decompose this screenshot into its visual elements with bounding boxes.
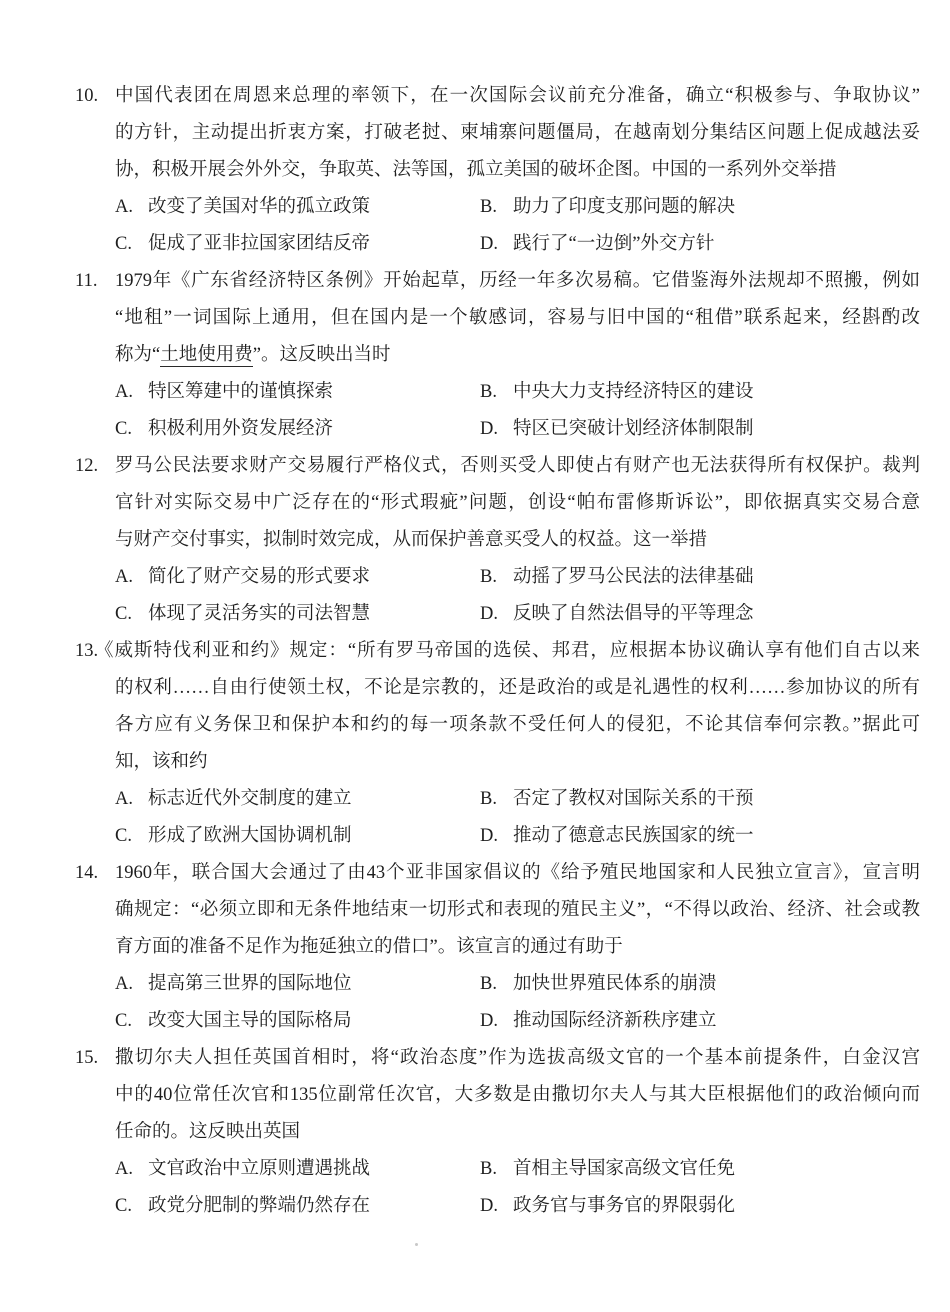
- options-row: [115, 1003, 920, 1040]
- question-block: [75, 263, 920, 448]
- option-label: C.: [115, 604, 132, 624]
- option: [115, 559, 480, 596]
- option: [115, 781, 480, 818]
- stem-line: 育方面的准备不足作为拖延独立的借口”。该宣言的通过有助于: [115, 937, 623, 957]
- option-label: A.: [115, 197, 133, 217]
- option-label: C.: [115, 1011, 132, 1031]
- option: [480, 1003, 920, 1040]
- scan-artifact-dot: [415, 1243, 418, 1246]
- option-text: 体现了灵活务实的司法智慧: [148, 604, 371, 624]
- option-label: C.: [115, 1196, 132, 1216]
- option-text: 首相主导国家高级文官任免: [513, 1159, 736, 1179]
- option-text: 形成了欧洲大国协调机制: [148, 826, 352, 846]
- option-text: 中央大力支持经济特区的建设: [513, 382, 754, 402]
- option: [480, 1188, 920, 1225]
- option: [115, 596, 480, 633]
- option: [115, 189, 480, 226]
- question-block: [75, 855, 920, 1040]
- options-row: [115, 374, 920, 411]
- stem-line: 知，该和约: [115, 752, 208, 772]
- stem-line: 各方应有义务保卫和保护本和约的每一项条款不受任何人的侵犯，不论其信奉何宗教。”据此可: [115, 715, 920, 735]
- stem-line: [115, 337, 920, 374]
- option-label: D.: [480, 419, 498, 439]
- stem-line: 《威斯特伐利亚和约》规定：“所有罗马帝国的选侯、邦君，应根据本协议确认享有他们自古以来: [95, 641, 920, 661]
- option: [115, 374, 480, 411]
- option-label: B.: [480, 197, 497, 217]
- options-row: [115, 596, 920, 633]
- option-text: 文官政治中立原则遭遇挑战: [148, 1159, 371, 1179]
- options-row: [115, 189, 920, 226]
- options-row: [115, 1151, 920, 1188]
- option-label: A.: [115, 567, 133, 587]
- option: [115, 1188, 480, 1225]
- options-row: [115, 559, 920, 596]
- stem-line: 1979年《广东省经济特区条例》开始起草，历经一年多次易稿。它借鉴海外法规却不照搬，例如: [115, 271, 920, 291]
- stem-line: 任命的。这反映出英国: [115, 1122, 301, 1142]
- option-label: D.: [480, 234, 498, 254]
- question-number: 15.: [75, 1048, 99, 1068]
- question-number: 14.: [75, 863, 99, 883]
- option: [480, 596, 920, 633]
- stem-line: 的方针，主动提出折衷方案，打破老挝、柬埔寨问题僵局，在越南划分集结区问题上促成越法妥: [115, 123, 920, 143]
- option-label: C.: [115, 234, 132, 254]
- option-text: 动摇了罗马公民法的法律基础: [513, 567, 754, 587]
- underlined-term: 土地使用费: [160, 345, 253, 365]
- option-text: 否定了教权对国际关系的干预: [513, 789, 754, 809]
- question-number: 13.: [75, 641, 99, 661]
- stem-line: 与财产交付事实，拟制时效完成，从而保护善意买受人的权益。这一举措: [115, 530, 708, 550]
- option-label: D.: [480, 1196, 498, 1216]
- option-label: B.: [480, 382, 497, 402]
- stem-line: 官针对实际交易中广泛存在的“形式瑕疵”问题，创设“帕布雷修斯诉讼”，即依据真实交易合意: [115, 493, 920, 513]
- option-text: 标志近代外交制度的建立: [148, 789, 352, 809]
- question-block: [75, 78, 920, 263]
- option-label: B.: [480, 567, 497, 587]
- option: [480, 781, 920, 818]
- option-label: A.: [115, 974, 133, 994]
- option-label: D.: [480, 1011, 498, 1031]
- option-text: 改变了美国对华的孤立政策: [148, 197, 371, 217]
- option: [115, 1003, 480, 1040]
- option-label: C.: [115, 419, 132, 439]
- exam-page-content: [75, 78, 920, 1225]
- stem-line: 的权利……自由行使领土权，不论是宗教的，还是政治的或是礼遇性的权利……参加协议的所有: [115, 678, 920, 698]
- option-label: A.: [115, 789, 133, 809]
- option-label: B.: [480, 1159, 497, 1179]
- option-text: 推动国际经济新秩序建立: [513, 1011, 717, 1031]
- option-label: C.: [115, 826, 132, 846]
- question-number: 10.: [75, 86, 99, 106]
- option-text: 特区筹建中的谨慎探索: [148, 382, 334, 402]
- question-number: 11.: [75, 271, 98, 291]
- option: [480, 226, 920, 263]
- stem-line: 中国代表团在周恩来总理的率领下，在一次国际会议前充分准备，确立“积极参与、争取协议”: [115, 86, 920, 106]
- option: [480, 966, 920, 1003]
- question-block: [75, 448, 920, 633]
- stem-line: 确规定：“必须立即和无条件地结束一切形式和表现的殖民主义”，“不得以政治、经济、社会或教: [115, 900, 920, 920]
- stem-line: 罗马公民法要求财产交易履行严格仪式，否则买受人即使占有财产也无法获得所有权保护。裁判: [115, 456, 920, 476]
- option-text: 反映了自然法倡导的平等理念: [513, 604, 754, 624]
- stem-text-segment: ”。这反映出当时: [252, 345, 391, 365]
- option-text: 加快世界殖民体系的崩溃: [513, 974, 717, 994]
- option-text: 政党分肥制的弊端仍然存在: [148, 1196, 371, 1216]
- option-text: 政务官与事务官的界限弱化: [513, 1196, 736, 1216]
- option-label: B.: [480, 974, 497, 994]
- question-block: [75, 1040, 920, 1225]
- option: [480, 559, 920, 596]
- options-row: [115, 818, 920, 855]
- option-text: 践行了“一边倒”外交方针: [513, 234, 715, 254]
- option: [480, 818, 920, 855]
- options-row: [115, 781, 920, 818]
- option: [480, 374, 920, 411]
- question-block: [75, 633, 920, 855]
- options-row: [115, 1188, 920, 1225]
- options-row: [115, 411, 920, 448]
- option-text: 特区已突破计划经济体制限制: [513, 419, 754, 439]
- option-label: D.: [480, 826, 498, 846]
- stem-line: 协，积极开展会外外交，争取英、法等国，孤立美国的破坏企图。中国的一系列外交举措: [115, 160, 837, 180]
- options-row: [115, 226, 920, 263]
- option: [115, 966, 480, 1003]
- option: [480, 1151, 920, 1188]
- stem-line: 1960年，联合国大会通过了由43个亚非国家倡议的《给予殖民地国家和人民独立宣言》，宣言明: [115, 863, 920, 883]
- stem-line: “地租”一词国际上通用，但在国内是一个敏感词，容易与旧中国的“租借”联系起来，经斟酌改: [115, 308, 920, 328]
- stem-text-segment: 称为“: [115, 345, 161, 365]
- options-row: [115, 966, 920, 1003]
- option: [115, 226, 480, 263]
- stem-line: 中的40位常任次官和135位副常任次官，大多数是由撒切尔夫人与其大臣根据他们的政治倾向而: [115, 1085, 920, 1105]
- option: [115, 818, 480, 855]
- option-text: 推动了德意志民族国家的统一: [513, 826, 754, 846]
- option: [480, 189, 920, 226]
- option-text: 提高第三世界的国际地位: [148, 974, 352, 994]
- option-label: B.: [480, 789, 497, 809]
- option-text: 促成了亚非拉国家团结反帝: [148, 234, 371, 254]
- option: [115, 411, 480, 448]
- option-text: 简化了财产交易的形式要求: [148, 567, 371, 587]
- question-number: 12.: [75, 456, 99, 476]
- option-label: A.: [115, 1159, 133, 1179]
- option-label: A.: [115, 382, 133, 402]
- option-text: 助力了印度支那问题的解决: [513, 197, 736, 217]
- option-text: 改变大国主导的国际格局: [148, 1011, 352, 1031]
- option: [480, 411, 920, 448]
- option-label: D.: [480, 604, 498, 624]
- option: [115, 1151, 480, 1188]
- stem-line: 撒切尔夫人担任英国首相时，将“政治态度”作为选拔高级文官的一个基本前提条件，白金汉宫: [115, 1048, 920, 1068]
- option-text: 积极利用外资发展经济: [148, 419, 334, 439]
